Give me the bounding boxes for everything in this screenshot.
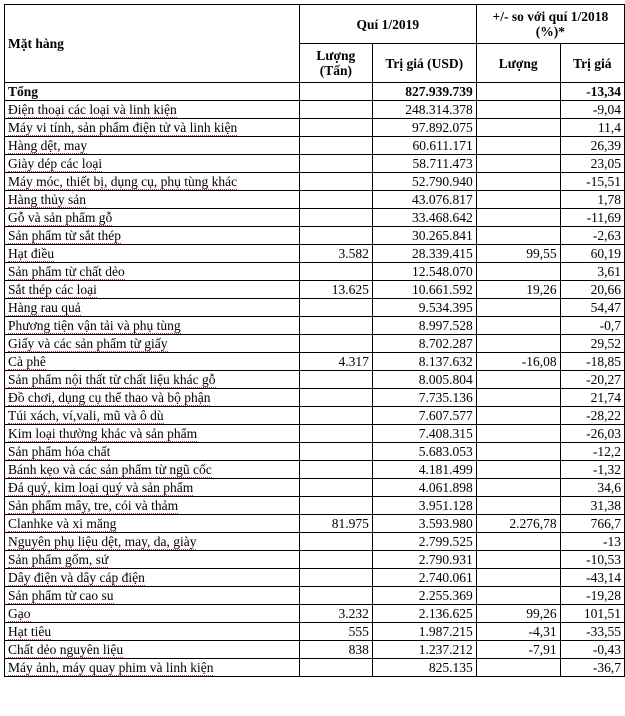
item-qty: 3.582 xyxy=(299,245,372,263)
item-name-text: Hàng dệt, may xyxy=(8,138,88,153)
item-pct-value: -19,28 xyxy=(560,587,624,605)
item-name-text: Chất dẻo nguyên liệu xyxy=(8,642,124,657)
header-qty: Lượng (Tấn) xyxy=(299,44,372,83)
item-pct-qty xyxy=(476,299,560,317)
item-qty xyxy=(299,407,372,425)
item-pct-qty xyxy=(476,443,560,461)
item-qty xyxy=(299,425,372,443)
item-pct-value: 766,7 xyxy=(560,515,624,533)
item-qty xyxy=(299,497,372,515)
item-value: 1.987.215 xyxy=(372,623,476,641)
item-pct-qty xyxy=(476,101,560,119)
item-name-text: Dây điện và dây cáp điện xyxy=(8,570,145,585)
table-row xyxy=(5,443,625,461)
item-pct-value: -0,43 xyxy=(560,641,624,659)
item-pct-qty xyxy=(476,335,560,353)
item-name xyxy=(5,533,300,551)
item-value: 10.661.592 xyxy=(372,281,476,299)
item-name xyxy=(5,155,300,173)
item-value: 4.181.499 xyxy=(372,461,476,479)
table-row xyxy=(5,317,625,335)
item-pct-value: -10,53 xyxy=(560,551,624,569)
item-name xyxy=(5,263,300,281)
item-pct-qty xyxy=(476,173,560,191)
table-row xyxy=(5,155,625,173)
item-name-text: Bánh kẹo và các sản phẩm từ ngũ cốc xyxy=(8,462,212,477)
total-pct-value: -13,34 xyxy=(560,83,624,101)
item-qty: 3.232 xyxy=(299,605,372,623)
table-row xyxy=(5,137,625,155)
item-qty xyxy=(299,461,372,479)
item-qty xyxy=(299,335,372,353)
table-row xyxy=(5,191,625,209)
item-name xyxy=(5,425,300,443)
item-name xyxy=(5,137,300,155)
item-pct-qty xyxy=(476,425,560,443)
header-value: Trị giá (USD) xyxy=(372,44,476,83)
item-value: 8.005.804 xyxy=(372,371,476,389)
item-pct-value: 34,6 xyxy=(560,479,624,497)
item-qty: 4.317 xyxy=(299,353,372,371)
item-name xyxy=(5,587,300,605)
table-row xyxy=(5,119,625,137)
item-qty xyxy=(299,299,372,317)
item-pct-qty xyxy=(476,389,560,407)
item-name-text: Hạt tiêu xyxy=(8,624,52,639)
item-pct-value: -11,69 xyxy=(560,209,624,227)
item-pct-value: -12,2 xyxy=(560,443,624,461)
table-body xyxy=(5,83,625,677)
item-qty xyxy=(299,659,372,677)
item-name xyxy=(5,461,300,479)
item-pct-value: -26,03 xyxy=(560,425,624,443)
item-name-text: Sản phẩm từ sắt thép xyxy=(8,228,122,243)
table-row xyxy=(5,101,625,119)
item-pct-qty: 99,55 xyxy=(476,245,560,263)
item-value: 12.548.070 xyxy=(372,263,476,281)
item-name-text: Hàng thủy sản xyxy=(8,192,86,207)
item-pct-qty xyxy=(476,191,560,209)
item-qty xyxy=(299,533,372,551)
item-name-text: Sản phẩm nội thất từ chất liệu khác gỗ xyxy=(8,372,216,387)
item-qty xyxy=(299,389,372,407)
item-value: 3.951.128 xyxy=(372,497,476,515)
item-qty: 555 xyxy=(299,623,372,641)
item-value: 9.534.395 xyxy=(372,299,476,317)
item-pct-qty xyxy=(476,569,560,587)
item-qty xyxy=(299,137,372,155)
item-name xyxy=(5,641,300,659)
item-qty xyxy=(299,479,372,497)
item-pct-value: 20,66 xyxy=(560,281,624,299)
item-value: 58.711.473 xyxy=(372,155,476,173)
item-name-text: Sản phẩm mây, tre, cói và thảm xyxy=(8,498,179,513)
item-name-text: Máy vi tính, sản phẩm điện tử và linh kiện xyxy=(8,120,238,135)
table-row xyxy=(5,281,625,299)
item-name-text: Phương tiện vận tải và phụ tùng xyxy=(8,318,181,333)
item-name xyxy=(5,173,300,191)
item-value: 1.237.212 xyxy=(372,641,476,659)
total-value: 827.939.739 xyxy=(372,83,476,101)
item-name-text: Túi xách, ví,vali, mũ và ô dù xyxy=(8,408,164,423)
table-row xyxy=(5,371,625,389)
item-qty xyxy=(299,173,372,191)
item-name-text: Nguyên phụ liệu dệt, may, da, giày xyxy=(8,534,197,549)
total-label: Tổng xyxy=(5,83,300,101)
item-pct-value: -33,55 xyxy=(560,623,624,641)
item-name-text: Giày dép các loại xyxy=(8,156,103,171)
item-name-text: Máy ảnh, máy quay phim và linh kiện xyxy=(8,660,214,675)
item-qty xyxy=(299,551,372,569)
item-pct-value: -18,85 xyxy=(560,353,624,371)
item-pct-qty xyxy=(476,263,560,281)
item-name-text: Sản phẩm từ cao su xyxy=(8,588,114,603)
item-value: 248.314.378 xyxy=(372,101,476,119)
item-qty xyxy=(299,587,372,605)
item-name-text: Giấy và các sản phẩm từ giấy xyxy=(8,336,168,351)
item-name-text: Điện thoại các loại và linh kiện xyxy=(8,102,177,117)
table-row xyxy=(5,263,625,281)
item-pct-value: 23,05 xyxy=(560,155,624,173)
item-pct-qty xyxy=(476,371,560,389)
item-pct-qty xyxy=(476,497,560,515)
item-name xyxy=(5,281,300,299)
item-pct-qty xyxy=(476,137,560,155)
table-row xyxy=(5,605,625,623)
item-value: 8.702.287 xyxy=(372,335,476,353)
item-name xyxy=(5,119,300,137)
item-pct-qty xyxy=(476,209,560,227)
item-name xyxy=(5,479,300,497)
item-pct-qty xyxy=(476,551,560,569)
item-value: 2.790.931 xyxy=(372,551,476,569)
item-name xyxy=(5,353,300,371)
item-value: 4.061.898 xyxy=(372,479,476,497)
item-pct-value: 31,38 xyxy=(560,497,624,515)
item-value: 8.137.632 xyxy=(372,353,476,371)
item-value: 97.892.075 xyxy=(372,119,476,137)
item-name-text: Hàng rau quả xyxy=(8,300,81,315)
item-qty xyxy=(299,569,372,587)
table-row xyxy=(5,461,625,479)
item-pct-value: 21,74 xyxy=(560,389,624,407)
item-name xyxy=(5,551,300,569)
header-pct-value: Trị giá xyxy=(560,44,624,83)
item-qty: 13.625 xyxy=(299,281,372,299)
item-qty xyxy=(299,209,372,227)
item-value: 3.593.980 xyxy=(372,515,476,533)
item-value: 8.997.528 xyxy=(372,317,476,335)
table-row xyxy=(5,227,625,245)
item-pct-qty xyxy=(476,119,560,137)
table-row xyxy=(5,569,625,587)
item-pct-qty: 19,26 xyxy=(476,281,560,299)
total-qty xyxy=(299,83,372,101)
item-qty xyxy=(299,371,372,389)
item-pct-qty xyxy=(476,317,560,335)
item-pct-value: -20,27 xyxy=(560,371,624,389)
item-name-text: Cà phê xyxy=(8,354,46,369)
table-row xyxy=(5,533,625,551)
item-name xyxy=(5,569,300,587)
table-row xyxy=(5,425,625,443)
item-name-text: Hạt điều xyxy=(8,246,55,261)
item-qty xyxy=(299,155,372,173)
table-row xyxy=(5,389,625,407)
table-row xyxy=(5,497,625,515)
table-row xyxy=(5,209,625,227)
item-pct-value: -0,7 xyxy=(560,317,624,335)
item-qty xyxy=(299,317,372,335)
table-row xyxy=(5,407,625,425)
table-row xyxy=(5,641,625,659)
item-qty: 81.975 xyxy=(299,515,372,533)
item-name xyxy=(5,623,300,641)
item-pct-qty xyxy=(476,227,560,245)
table-row xyxy=(5,551,625,569)
item-name xyxy=(5,659,300,677)
item-qty xyxy=(299,101,372,119)
item-pct-qty: -7,91 xyxy=(476,641,560,659)
item-pct-qty xyxy=(476,155,560,173)
item-value: 825.135 xyxy=(372,659,476,677)
table-row xyxy=(5,353,625,371)
item-qty xyxy=(299,227,372,245)
item-value: 2.740.061 xyxy=(372,569,476,587)
item-pct-value: -9,04 xyxy=(560,101,624,119)
table-row xyxy=(5,335,625,353)
item-name xyxy=(5,101,300,119)
header-pct-qty: Lượng xyxy=(476,44,560,83)
item-name xyxy=(5,245,300,263)
item-pct-qty xyxy=(476,587,560,605)
item-value: 2.799.525 xyxy=(372,533,476,551)
item-name xyxy=(5,389,300,407)
item-name-text: Đồ chơi, dụng cụ thể thao và bộ phận xyxy=(8,390,211,405)
table-row xyxy=(5,623,625,641)
item-qty xyxy=(299,191,372,209)
total-row xyxy=(5,83,625,101)
item-value: 30.265.841 xyxy=(372,227,476,245)
item-value: 7.408.315 xyxy=(372,425,476,443)
item-pct-value: 101,51 xyxy=(560,605,624,623)
item-pct-qty xyxy=(476,659,560,677)
item-qty xyxy=(299,119,372,137)
table-row xyxy=(5,659,625,677)
item-name xyxy=(5,335,300,353)
item-name xyxy=(5,605,300,623)
item-pct-value: -2,63 xyxy=(560,227,624,245)
item-pct-value: 11,4 xyxy=(560,119,624,137)
item-name-text: Clanhke và xi măng xyxy=(8,516,117,531)
item-name xyxy=(5,371,300,389)
table-row xyxy=(5,479,625,497)
export-table-container xyxy=(4,4,625,677)
item-name-text: Gạo xyxy=(8,606,31,621)
item-pct-value: 54,47 xyxy=(560,299,624,317)
item-pct-value: 29,52 xyxy=(560,335,624,353)
item-name xyxy=(5,209,300,227)
table-row xyxy=(5,587,625,605)
item-pct-value: -13 xyxy=(560,533,624,551)
item-qty: 838 xyxy=(299,641,372,659)
item-pct-value: -43,14 xyxy=(560,569,624,587)
item-value: 7.607.577 xyxy=(372,407,476,425)
item-pct-qty: -4,31 xyxy=(476,623,560,641)
item-value: 2.136.625 xyxy=(372,605,476,623)
item-pct-value: -15,51 xyxy=(560,173,624,191)
item-value: 7.735.136 xyxy=(372,389,476,407)
item-value: 33.468.642 xyxy=(372,209,476,227)
item-pct-value: -28,22 xyxy=(560,407,624,425)
table-row xyxy=(5,515,625,533)
item-pct-value: 3,61 xyxy=(560,263,624,281)
item-name-text: Gỗ và sản phẩm gỗ xyxy=(8,210,113,225)
item-name xyxy=(5,299,300,317)
item-name-text: Sản phẩm hóa chất xyxy=(8,444,111,459)
item-pct-value: 60,19 xyxy=(560,245,624,263)
item-pct-qty xyxy=(476,533,560,551)
item-pct-qty xyxy=(476,461,560,479)
item-name xyxy=(5,443,300,461)
item-name xyxy=(5,191,300,209)
item-value: 2.255.369 xyxy=(372,587,476,605)
item-name-text: Máy móc, thiết bị, dụng cụ, phụ tùng khác xyxy=(8,174,238,189)
total-pct-qty xyxy=(476,83,560,101)
item-name xyxy=(5,497,300,515)
header-compare: +/- so với quí 1/2018 (%)* xyxy=(476,5,624,44)
header-item: Mặt hàng xyxy=(5,5,300,83)
item-name-text: Sản phẩm từ chất dẻo xyxy=(8,264,125,279)
item-qty xyxy=(299,263,372,281)
item-name xyxy=(5,407,300,425)
item-qty xyxy=(299,443,372,461)
item-name-text: Sản phẩm gốm, sứ xyxy=(8,552,109,567)
item-pct-value: 1,78 xyxy=(560,191,624,209)
item-pct-value: -36,7 xyxy=(560,659,624,677)
header-period: Quí 1/2019 xyxy=(299,5,476,44)
item-pct-qty xyxy=(476,479,560,497)
item-name xyxy=(5,317,300,335)
table-row xyxy=(5,173,625,191)
item-pct-qty: 2.276,78 xyxy=(476,515,560,533)
item-pct-value: -1,32 xyxy=(560,461,624,479)
item-pct-qty: -16,08 xyxy=(476,353,560,371)
item-name-text: Đá quý, kim loại quý và sản phẩm xyxy=(8,480,194,495)
item-pct-value: 26,39 xyxy=(560,137,624,155)
table-row xyxy=(5,299,625,317)
item-value: 5.683.053 xyxy=(372,443,476,461)
item-name-text: Kim loại thường khác và sản phẩm xyxy=(8,426,198,441)
item-pct-qty: 99,26 xyxy=(476,605,560,623)
table-row xyxy=(5,245,625,263)
item-value: 28.339.415 xyxy=(372,245,476,263)
item-name-text: Sắt thép các loại xyxy=(8,282,97,297)
item-value: 52.790.940 xyxy=(372,173,476,191)
export-table xyxy=(4,4,625,677)
item-value: 60.611.171 xyxy=(372,137,476,155)
item-name xyxy=(5,515,300,533)
item-pct-qty xyxy=(476,407,560,425)
item-value: 43.076.817 xyxy=(372,191,476,209)
item-name xyxy=(5,227,300,245)
header-row-top xyxy=(5,5,625,44)
